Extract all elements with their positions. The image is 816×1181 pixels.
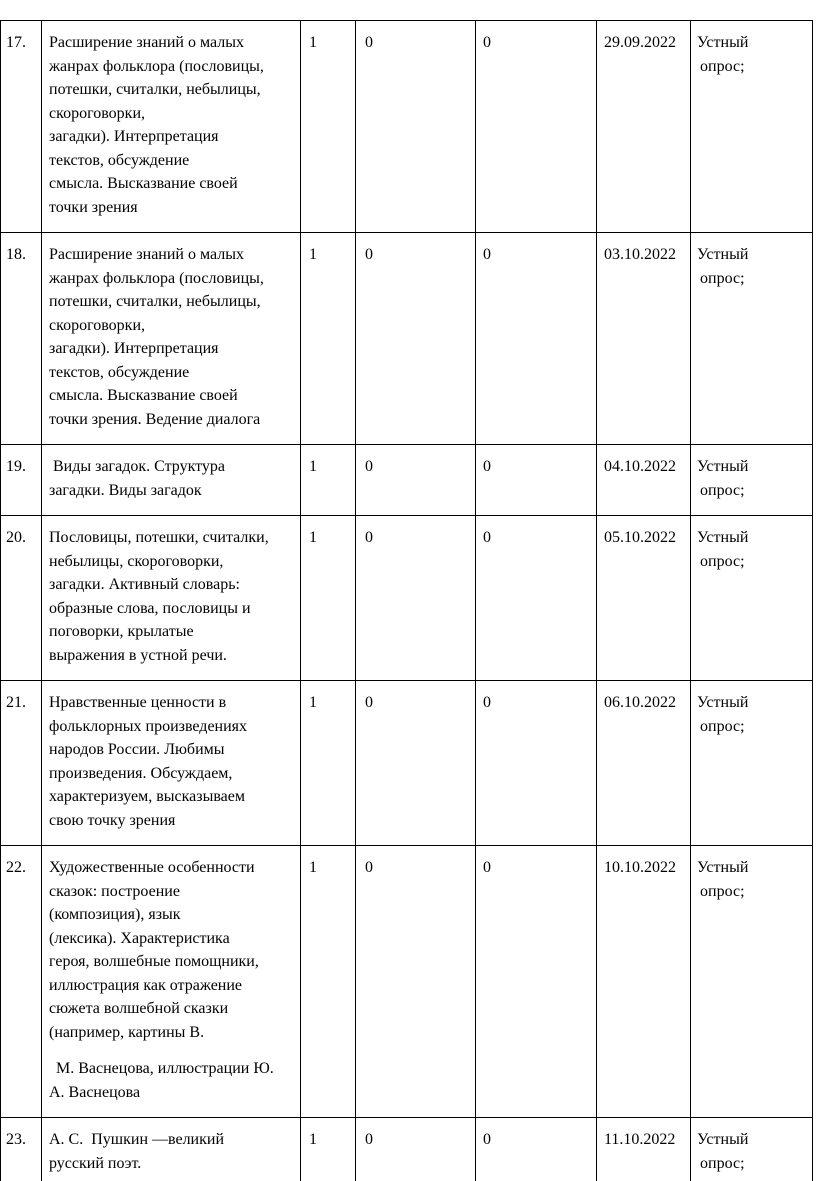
lesson-topic <box>42 233 301 445</box>
assessment-form <box>691 1118 813 1181</box>
topic-line: А. С. Пушкин —великий <box>49 1128 294 1152</box>
topic-line: иллюстрация как отражение <box>49 974 294 998</box>
assessment-form <box>691 681 813 846</box>
topic-line: народов России. Любимы <box>49 738 294 762</box>
hours-total: 1 <box>301 846 356 1118</box>
lesson-plan-table <box>0 20 813 1181</box>
table-row <box>1 681 813 846</box>
topic-line: жанрах фольклора (пословицы, <box>49 55 294 79</box>
lesson-number: 20. <box>1 516 42 681</box>
topic-line: (композиция), язык <box>49 903 294 927</box>
hours-practical: 0 <box>476 445 597 516</box>
table-row <box>1 846 813 1118</box>
assessment-form-line: Устный <box>697 856 808 880</box>
hours-control: 0 <box>356 445 476 516</box>
topic-line: жанрах фольклора (пословицы, <box>49 267 294 291</box>
topic-line: (лексика). Характеристика <box>49 927 294 951</box>
topic-line: загадки). Интерпретация <box>49 125 294 149</box>
lesson-topic <box>42 681 301 846</box>
assessment-form-line: Устный <box>697 455 808 479</box>
hours-control: 0 <box>356 681 476 846</box>
topic-line: А. Васнецова <box>49 1081 294 1105</box>
topic-line: скороговорки, <box>49 314 294 338</box>
lesson-topic <box>42 21 301 233</box>
topic-line: М. Васнецова, иллюстрации Ю. <box>56 1057 294 1081</box>
topic-line: Нравственные ценности в <box>49 691 294 715</box>
topic-line: точки зрения. Ведение диалога <box>49 408 294 432</box>
topic-line: произведения. Обсуждаем, <box>49 762 294 786</box>
assessment-form-line: опрос; <box>697 880 808 904</box>
topic-line: Виды загадок. Структура <box>49 455 294 479</box>
lesson-number: 22. <box>1 846 42 1118</box>
lesson-date: 05.10.2022 <box>597 516 691 681</box>
topic-line: героя, волшебные помощники, <box>49 950 294 974</box>
table-row <box>1 445 813 516</box>
topic-line: скороговорки, <box>49 102 294 126</box>
assessment-form <box>691 516 813 681</box>
hours-total: 1 <box>301 516 356 681</box>
hours-practical: 0 <box>476 1118 597 1181</box>
topic-line: поговорки, крылатые <box>49 620 294 644</box>
topic-line: образные слова, пословицы и <box>49 597 294 621</box>
hours-total: 1 <box>301 233 356 445</box>
topic-line: потешки, считалки, небылицы, <box>49 78 294 102</box>
hours-total: 1 <box>301 1118 356 1181</box>
assessment-form-line: опрос; <box>697 550 808 574</box>
assessment-form <box>691 445 813 516</box>
assessment-form-line: Устный <box>697 1128 808 1152</box>
assessment-form-line: опрос; <box>697 55 808 79</box>
hours-total: 1 <box>301 681 356 846</box>
hours-control: 0 <box>356 1118 476 1181</box>
lesson-date: 29.09.2022 <box>597 21 691 233</box>
hours-control: 0 <box>356 21 476 233</box>
topic-line: смысла. Высказвание своей <box>49 172 294 196</box>
lesson-number: 23. <box>1 1118 42 1181</box>
assessment-form-line: опрос; <box>697 267 808 291</box>
hours-control: 0 <box>356 233 476 445</box>
table-row <box>1 21 813 233</box>
topic-line: Расширение знаний о малых <box>49 31 294 55</box>
table-row <box>1 233 813 445</box>
lesson-topic <box>42 846 301 1118</box>
hours-control: 0 <box>356 846 476 1118</box>
assessment-form-line: Устный <box>697 243 808 267</box>
assessment-form-line: Устный <box>697 526 808 550</box>
hours-practical: 0 <box>476 516 597 681</box>
topic-line: Художественные особенности <box>49 856 294 880</box>
assessment-form <box>691 846 813 1118</box>
hours-total: 1 <box>301 21 356 233</box>
lesson-topic <box>42 1118 301 1181</box>
table-row <box>1 1118 813 1181</box>
topic-line: потешки, считалки, небылицы, <box>49 290 294 314</box>
lesson-topic <box>42 516 301 681</box>
topic-line: фольклорных произведениях <box>49 715 294 739</box>
table-body <box>1 21 813 1181</box>
hours-practical: 0 <box>476 846 597 1118</box>
topic-line: загадки). Интерпретация <box>49 337 294 361</box>
assessment-form <box>691 233 813 445</box>
topic-line: русский поэт. <box>49 1152 294 1176</box>
lesson-number: 17. <box>1 21 42 233</box>
topic-line: Расширение знаний о малых <box>49 243 294 267</box>
topic-line: смысла. Высказвание своей <box>49 384 294 408</box>
assessment-form-line: опрос; <box>697 1152 808 1176</box>
topic-line: свою точку зрения <box>49 809 294 833</box>
assessment-form <box>691 21 813 233</box>
topic-line: текстов, обсуждение <box>49 149 294 173</box>
assessment-form-line: опрос; <box>697 715 808 739</box>
topic-line: загадки. Активный словарь: <box>49 573 294 597</box>
topic-line: Пословицы, потешки, считалки, <box>49 526 294 550</box>
hours-practical: 0 <box>476 21 597 233</box>
topic-line: выражения в устной речи. <box>49 644 294 668</box>
lesson-number: 18. <box>1 233 42 445</box>
assessment-form-line: Устный <box>697 31 808 55</box>
lesson-number: 21. <box>1 681 42 846</box>
topic-line: небылицы, скороговорки, <box>49 550 294 574</box>
topic-line: загадки. Виды загадок <box>49 479 294 503</box>
lesson-date: 04.10.2022 <box>597 445 691 516</box>
table-row <box>1 516 813 681</box>
hours-practical: 0 <box>476 233 597 445</box>
topic-line: характеризуем, высказываем <box>49 785 294 809</box>
lesson-date: 11.10.2022 <box>597 1118 691 1181</box>
lesson-date: 10.10.2022 <box>597 846 691 1118</box>
topic-line: сюжета волшебной сказки <box>49 997 294 1021</box>
topic-line: точки зрения <box>49 196 294 220</box>
assessment-form-line: опрос; <box>697 479 808 503</box>
hours-practical: 0 <box>476 681 597 846</box>
topic-continuation <box>49 1057 294 1104</box>
lesson-date: 03.10.2022 <box>597 233 691 445</box>
topic-line: текстов, обсуждение <box>49 361 294 385</box>
hours-control: 0 <box>356 516 476 681</box>
topic-line: (например, картины В. <box>49 1021 294 1045</box>
lesson-date: 06.10.2022 <box>597 681 691 846</box>
topic-line: сказок: построение <box>49 880 294 904</box>
hours-total: 1 <box>301 445 356 516</box>
lesson-number: 19. <box>1 445 42 516</box>
assessment-form-line: Устный <box>697 691 808 715</box>
lesson-topic <box>42 445 301 516</box>
